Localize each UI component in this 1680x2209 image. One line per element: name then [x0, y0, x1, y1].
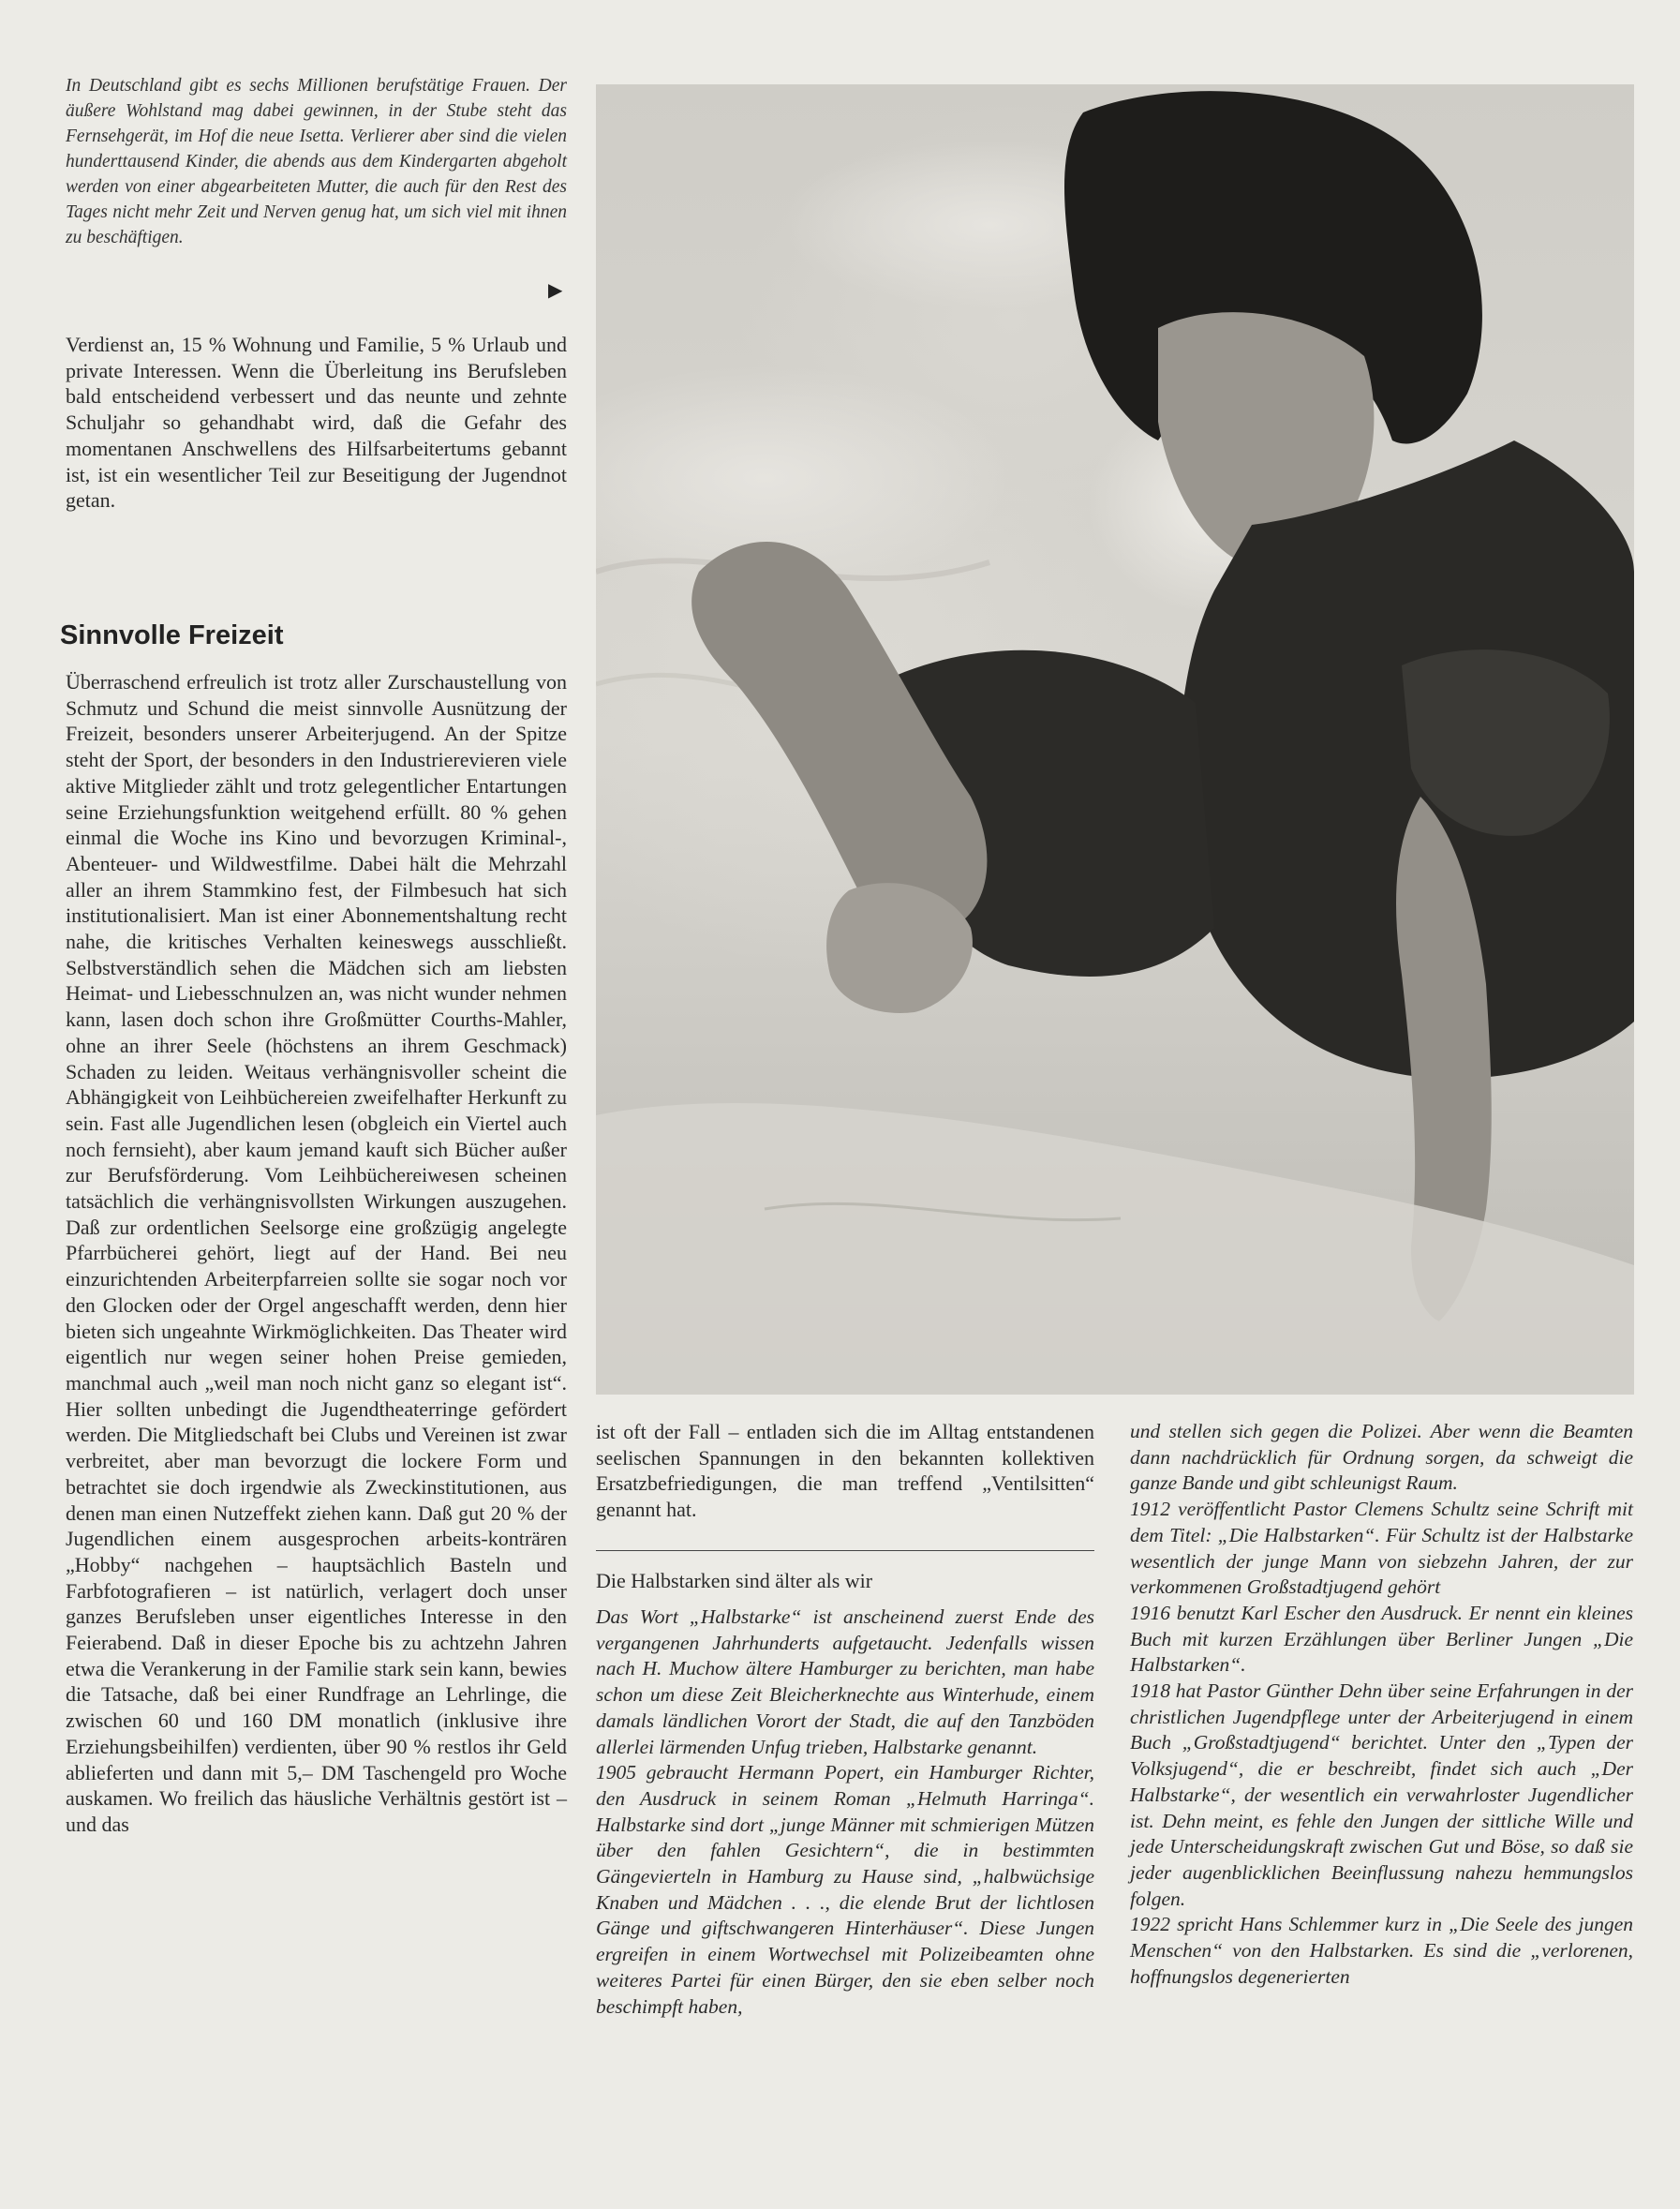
column-1-top-paragraph: Verdienst an, 15 % Wohnung und Familie, 5 % Urlaub und private Interessen. Wenn die Überleitung ins Berufsleben bald entscheidend verbessert und das neunte und zehnte Schuljahr so gehandhabt wird, daß die Gefahr des momentanen Anschwellens des Hilfsarbeitertums gebannt ist, ist ein wesentlicher Teil zur Beseitigung der Jugendnot getan. [66, 333, 567, 513]
sidebar-paragraph: Das Wort „Halbstarke“ ist anscheinend zuerst Ende des vergangenen Jahrhunderts aufgetaucht. Jedenfalls wissen nach H. Muchow ältere Hamburger zu berichten, man habe schon um diese Zeit Bleicherknechte aus Winterhude, einem damals ländlichen Vorort der Stadt, die auf den Tanzböden allerlei lärmenden Unfug trieben, Halbstarke genannt. [596, 1605, 1094, 1758]
sidebar-paragraph: 1905 gebraucht Hermann Popert, ein Hamburger Richter, den Ausdruck in seinem Roman „Helmuth Harringa“. Halbstarke sind dort „junge Männer mit schmierigen Mützen über den fahlen Gesichtern“, die in bestimmten Gängevierteln in Hamburg zu Hause sind, „halbwüchsige Knaben und Mädchen . . ., die elende Brut der lichtlosen Gänge und giftschwangeren Hinterhäuser“. Diese Jungen ergreifen in einem Wortwechsel mit Polizeibeamten ohne weiteres Partei für einen Bürger, den sie eben selber noch beschimpft haben, [596, 1761, 1094, 2018]
section-heading: Sinnvolle Freizeit [60, 620, 284, 650]
sidebar-paragraph: 1922 spricht Hans Schlemmer kurz in „Die Seele des jungen Menschen“ von den Halbstarken. Es sind die „verlorenen, hoffnungslos degenerierten [1130, 1913, 1633, 1988]
sidebar-text-column-3 [1130, 1419, 1633, 1990]
photo-illustration [596, 84, 1634, 1395]
continue-arrow-icon: ▶ [548, 278, 563, 301]
column-2-continued-paragraph: ist oft der Fall – entladen sich die im Alltag entstandenen seelischen Spannungen in den bekannten kollektiven Ersatzbefriedigungen, die man treffend „Ventilsitten“ genannt hat. [596, 1420, 1094, 1522]
sidebar-paragraph: 1918 hat Pastor Günther Dehn über seine Erfahrungen in der christlichen Jugendpflege unter der Arbeiterjugend in einem Buch „Großstadtjugend“ berichtet. Unter den „Typen der Volksjugend“, die er beschreibt, findet sich auch „Der Halbstarke“, der wesentlich ein verwahrloster Jugendlicher ist. Dehn meint, es fehle den Jungen der sittliche Wille und jede Unterscheidungskraft zwischen Gut und Böse, so daß sie jeder augenblicklichen Beeinflussung nahezu hemmungslos folgen. [1130, 1679, 1633, 1910]
intro-caption: In Deutschland gibt es sechs Millionen berufstätige Frauen. Der äußere Wohlstand mag dabei gewinnen, in der Stube steht das Fernsehgerät, im Hof die neue Isetta. Verlierer aber sind die vielen hunderttausend Kinder, die abends aus dem Kindergarten abgeholt werden von einer abgearbeiteten Mutter, die auch für den Rest des Tages nicht mehr Zeit und Nerven genug hat, um sich viel mit ihnen zu beschäftigen. [66, 76, 567, 247]
sidebar-paragraph: und stellen sich gegen die Polizei. Aber wenn die Beamten dann nachdrücklich für Ordnung sorgen, da schweigt die ganze Bande und gibt schleunigst Raum. [1130, 1420, 1633, 1495]
sidebar-paragraph: 1916 benutzt Karl Escher den Ausdruck. Er nennt ein kleines Buch mit kurzen Erzählungen über Berliner Jungen „Die Halbstarken“. [1130, 1601, 1633, 1677]
photo-girl-in-sand [596, 84, 1634, 1395]
sidebar-heading: Die Halbstarken sind älter als wir [596, 1569, 873, 1592]
section-divider [596, 1550, 1094, 1551]
sidebar-text-column-2 [596, 1605, 1094, 2020]
sidebar-paragraph: 1912 veröffentlicht Pastor Clemens Schultz seine Schrift mit dem Titel: „Die Halbstarken“. Für Schultz ist der Halbstarke wesentlich der junge Mann von siebzehn Jahren, der zur verkommenen Großstadtjugend gehört [1130, 1498, 1633, 1599]
column-1-main-paragraph: Überraschend erfreulich ist trotz aller Zurschaustellung von Schmutz und Schund die meist sinnvolle Ausnützung der Freizeit, besonders unserer Arbeiterjugend. An der Spitze steht der Sport, der besonders in den Industrierevieren viele aktive Mitglieder zählt und trotz gelegentlicher Entartungen seine Erziehungsfunktion weitgehend erfüllt. 80 % gehen einmal die Woche ins Kino und bevorzugen Kriminal-, Abenteuer- und Wildwestfilme. Dabei hält die Mehrzahl aller an ihrem Stammkino fest, der Filmbesuch hat sich institutionalisiert. Man ist einer Abonnementshaltung recht nahe, die kritisches Verhalten keineswegs ausschließt. Selbstverständlich sehen die Mädchen sich am liebsten Heimat- und Liebesschnulzen an, was nicht wunder nehmen kann, lasen doch schon ihre Großmütter Courths-Mahler, ohne an ihrer Seele (höchstens an ihrem Geschmack) Schaden zu leiden. Weitaus verhängnisvoller scheint die Abhängigkeit von Leihbüchereien zweifelhafter Herkunft zu sein. Fast alle Jugendlichen lesen (obgleich ein Viertel auch noch fernsieht), aber kaum jemand kauft sich Bücher außer zur Berufsförderung. Vom Leihbüchereiwesen scheinen tatsächlich die verhängnisvollsten Wirkungen auszugehen. Daß zur ordentlichen Seelsorge eine großzügig angelegte Pfarrbücherei gehört, liegt auf der Hand. Bei neu einzurichtenden Arbeiterpfarreien sollte sie sogar noch vor den Glocken oder der Orgel angeschafft werden, denn hier bieten sich ungeahnte Wirkmöglichkeiten. Das Theater wird eigentlich nur wegen seiner hohen Preise gemieden, manchmal auch „weil man noch nicht ganz so elegant ist“. Hier sollten unbedingt die Jugendtheaterringe gefördert werden. Die Mitgliedschaft bei Clubs und Vereinen ist zwar verbreitet, aber man bevorzugt die lockere Form und betrachtet sie doch irgendwie als Zweckinstitutionen, aus denen man einen Nutzeffekt ziehen kann. Daß gut 20 % der Jugendlichen einem ausgesprochen arbeits-konträren „Hobby“ nachgehen – hauptsächlich Basteln und Farbfotografieren – ist natürlich, verlagert doch unser ganzes Berufsleben unser eigentliches Interesse in den Feierabend. Daß in dieser Epoche bis zu achtzehn Jahren etwa die Verankerung in der Familie stark sein kann, bewies die Tatsache, daß bei einer Rundfrage an Lehrlinge, die zwischen 60 und 160 DM monatlich (inklusive ihre Erziehungsbeihilfen) verdienten, über 90 % restlos ihr Geld ablieferten und dann mit 5,– DM Taschengeld pro Woche auskamen. Wo freilich das häusliche Verhältnis gestört ist – und das [66, 670, 567, 1836]
